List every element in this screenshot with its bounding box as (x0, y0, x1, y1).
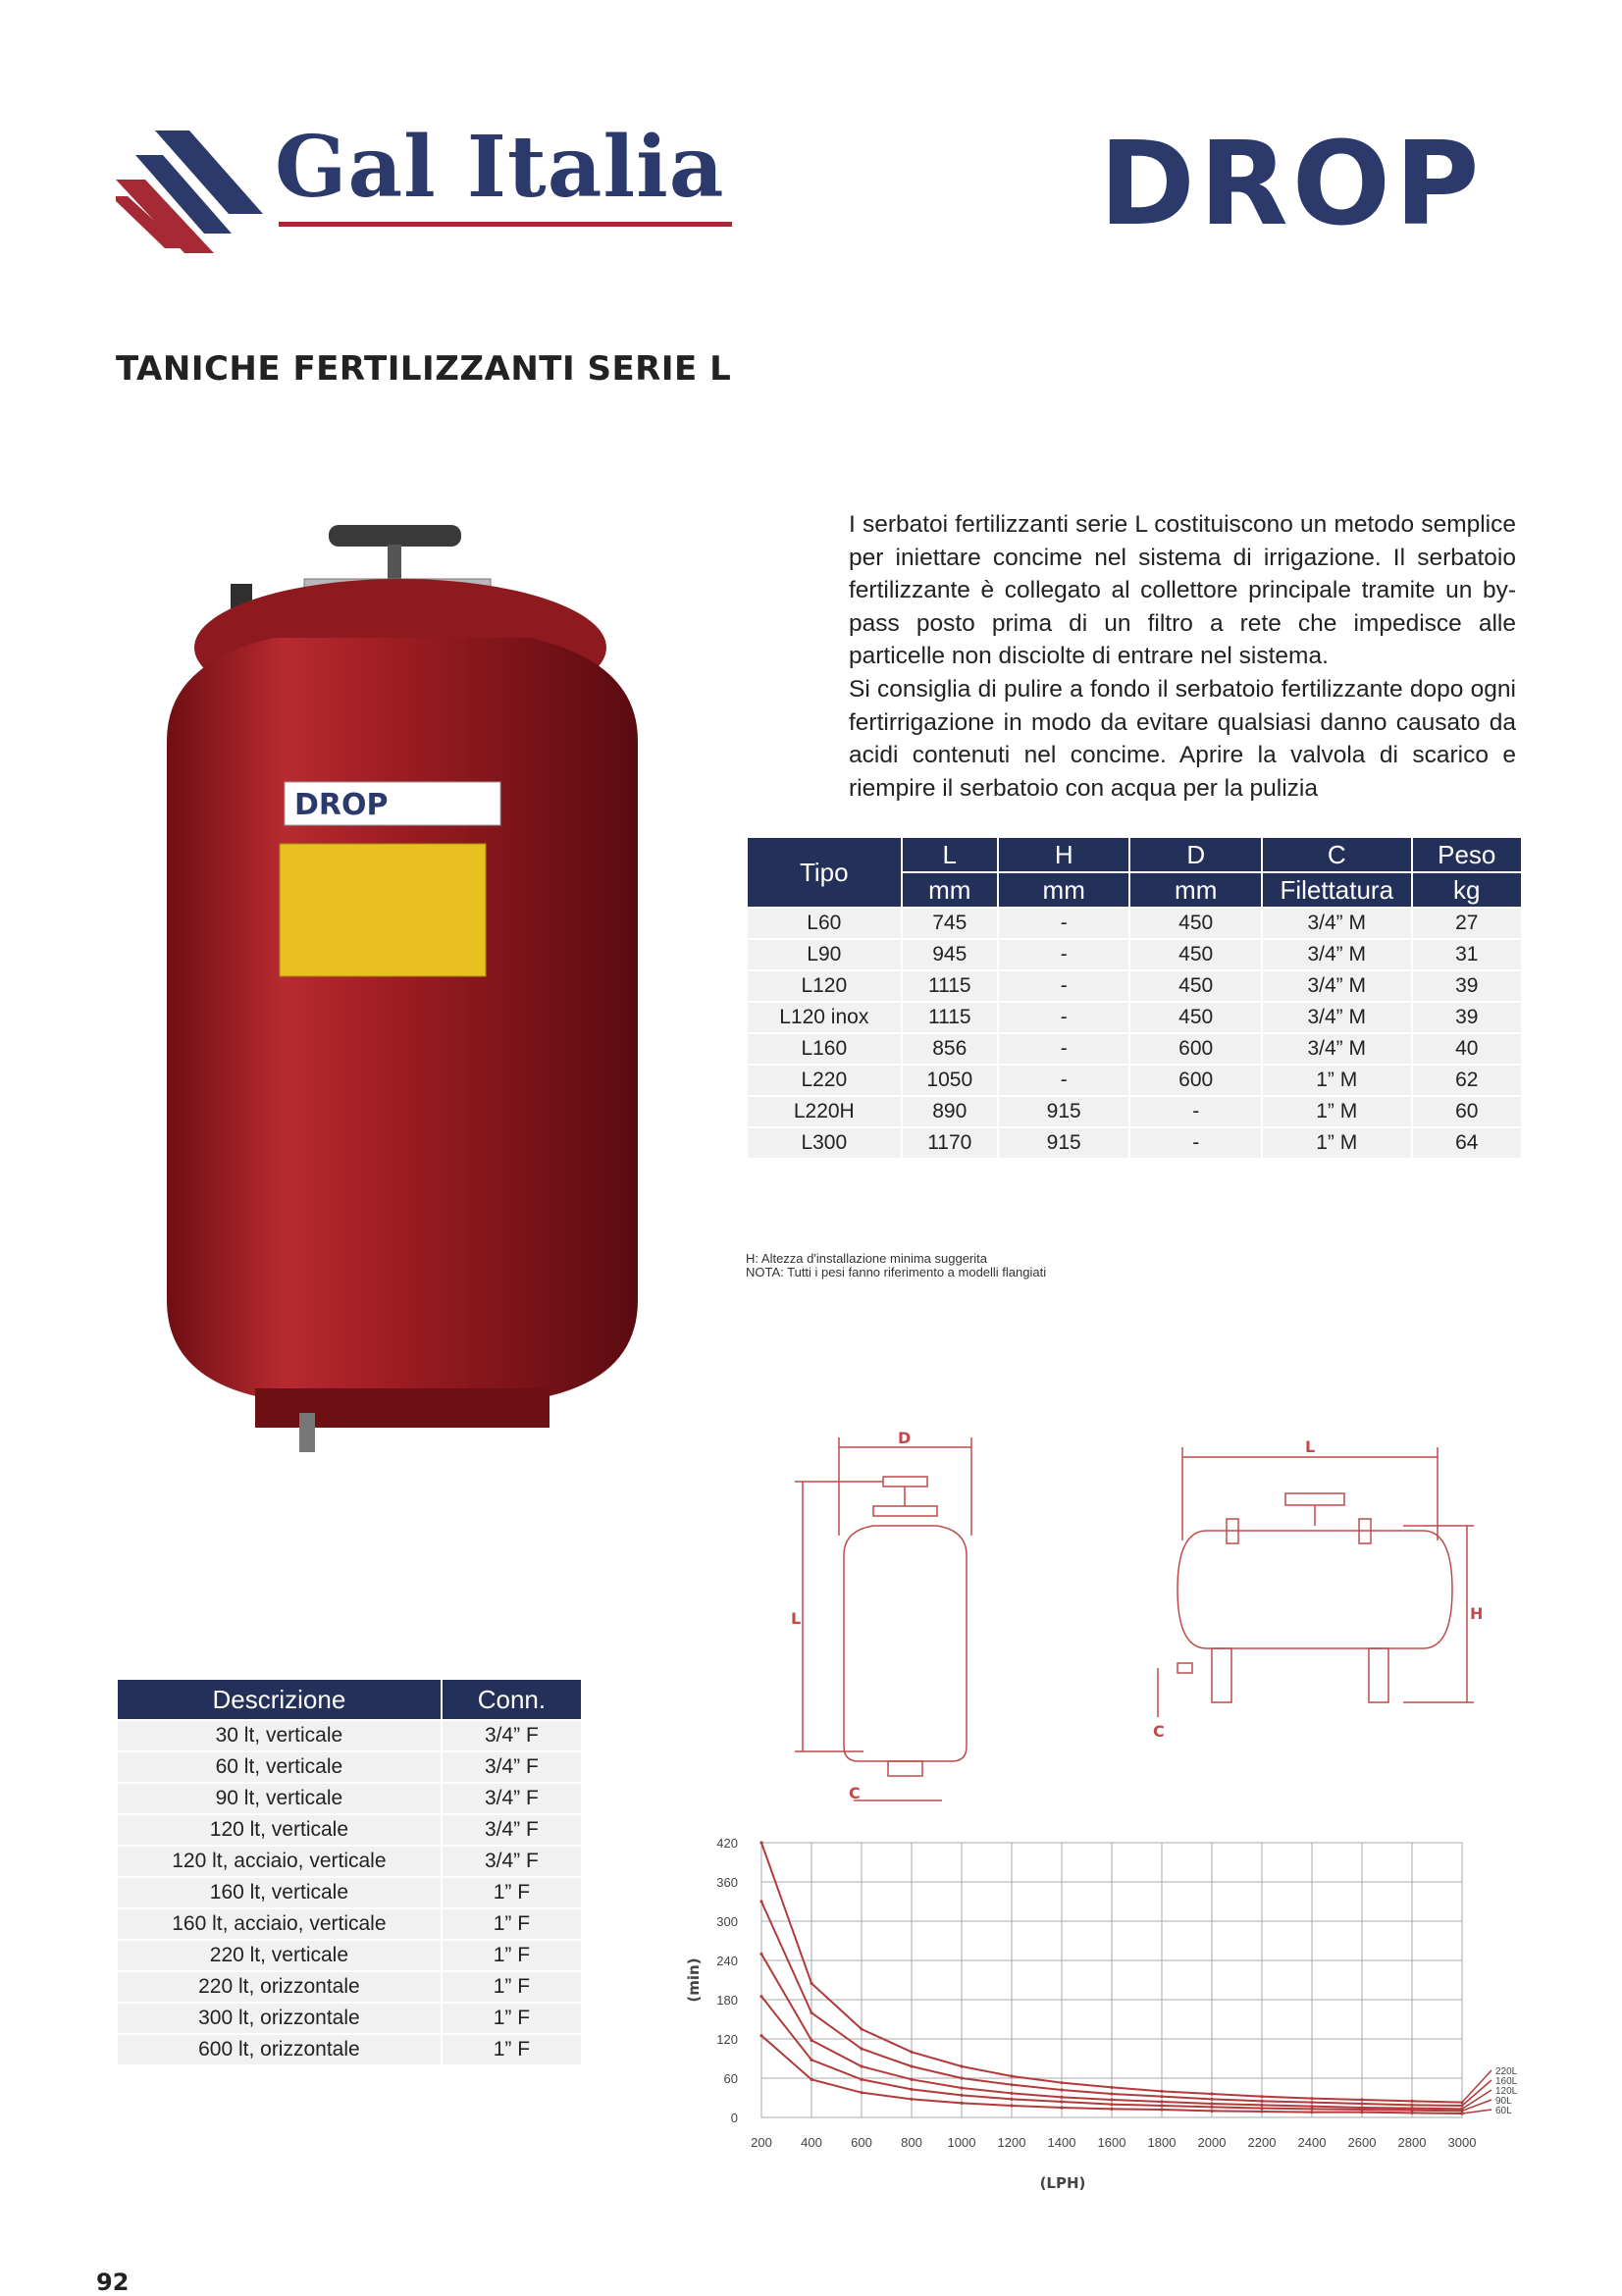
series-label-90l: 90L (1495, 2096, 1512, 2107)
series-point-160l (860, 2047, 863, 2050)
x-axis-label: (LPH) (1039, 2174, 1086, 2192)
y-tick-label: 420 (716, 1836, 738, 1851)
cell: 120 lt, verticale (118, 1815, 441, 1845)
fertilizer-tank-image (147, 515, 667, 1452)
table-row (748, 1097, 1521, 1126)
series-point-220l (1310, 2097, 1313, 2100)
cell: 220 lt, verticale (118, 1941, 441, 1970)
series-point-90l (1210, 2106, 1213, 2109)
series-point-120l (1160, 2100, 1163, 2103)
cell: 600 (1130, 1066, 1261, 1095)
col-header-conn: Conn. (443, 1680, 581, 1719)
series-label-60l: 60L (1495, 2106, 1512, 2116)
series-point-120l (810, 2039, 812, 2042)
table-row (748, 1128, 1521, 1158)
cell: 160 lt, verticale (118, 1878, 441, 1907)
x-tick-label: 200 (751, 2135, 772, 2150)
table-row (118, 1752, 581, 1782)
section-title: TANICHE FERTILIZZANTI SERIE L (116, 349, 732, 389)
series-point-120l (1260, 2104, 1263, 2107)
drop-logo: DROP (1099, 116, 1484, 251)
cell: 1” M (1263, 1097, 1411, 1126)
table-row (748, 940, 1521, 969)
unit-c: Filettatura (1263, 873, 1411, 907)
series-point-220l (960, 2064, 963, 2067)
cell: 30 lt, verticale (118, 1721, 441, 1750)
col-header-descrizione: Descrizione (118, 1680, 441, 1719)
series-point-220l (1360, 2098, 1363, 2101)
x-tick-label: 600 (851, 2135, 872, 2150)
series-point-60l (759, 2034, 762, 2037)
cell: 1” F (443, 1941, 581, 1970)
y-axis-label: (min) (685, 1957, 703, 2003)
series-point-160l (1160, 2095, 1163, 2098)
cell: 1170 (903, 1128, 997, 1158)
table-row (748, 1066, 1521, 1095)
x-tick-label: 1200 (997, 2135, 1026, 2150)
note-peso: NOTA: Tutti i pesi fanno riferimento a modelli flangiati (746, 1265, 1047, 1279)
table-row (748, 1034, 1521, 1064)
table-row (748, 1003, 1521, 1032)
series-point-160l (759, 1900, 762, 1903)
series-point-120l (960, 2086, 963, 2089)
series-point-120l (1010, 2092, 1013, 2095)
series-point-120l (1060, 2096, 1063, 2099)
series-point-60l (1160, 2108, 1163, 2111)
cell: L160 (748, 1034, 901, 1064)
series-point-60l (1260, 2110, 1263, 2113)
cell: 890 (903, 1097, 997, 1126)
vertical-tank-drawing (785, 1428, 1020, 1805)
series-point-90l (1310, 2108, 1313, 2111)
x-tick-label: 800 (901, 2135, 922, 2150)
series-point-90l (810, 2059, 812, 2061)
cell: 856 (903, 1034, 997, 1064)
series-point-90l (1160, 2104, 1163, 2107)
series-point-60l (860, 2091, 863, 2094)
unit-h: mm (999, 873, 1129, 907)
tank-label-drop: DROP (294, 788, 389, 822)
unit-d: mm (1130, 873, 1261, 907)
series-point-160l (1010, 2083, 1013, 2086)
table-row (118, 2004, 581, 2033)
brand-underline (279, 222, 732, 227)
unit-peso: kg (1413, 873, 1521, 907)
cell: 450 (1130, 909, 1261, 938)
cell: L90 (748, 940, 901, 969)
series-leader-220l (1462, 2070, 1491, 2103)
table-row (118, 1815, 581, 1845)
cell: 39 (1413, 1003, 1521, 1032)
series-point-120l (1210, 2102, 1213, 2105)
x-tick-label: 1600 (1097, 2135, 1126, 2150)
dim-label-l: L (1305, 1437, 1316, 1456)
cell: 1” F (443, 1878, 581, 1907)
series-point-60l (1310, 2111, 1313, 2113)
cell: L120 inox (748, 1003, 901, 1032)
cell: 39 (1413, 971, 1521, 1001)
cell: 1” F (443, 1972, 581, 2002)
gal-italia-logo-mark (116, 126, 263, 253)
col-header-d: D (1130, 838, 1261, 871)
cell: - (999, 1003, 1129, 1032)
cell: 1050 (903, 1066, 997, 1095)
cell: 3/4” F (443, 1721, 581, 1750)
unit-l: mm (903, 873, 997, 907)
series-point-90l (759, 1995, 762, 1998)
cell: - (1130, 1097, 1261, 1126)
series-point-220l (1260, 2095, 1263, 2098)
cell: 64 (1413, 1128, 1521, 1158)
table-row (118, 2035, 581, 2064)
series-point-60l (1410, 2112, 1413, 2114)
cell: - (999, 971, 1129, 1001)
dim-label-h: H (1470, 1604, 1484, 1623)
table-row (118, 1878, 581, 1907)
dim-label-d: D (898, 1429, 912, 1447)
x-tick-label: 1800 (1147, 2135, 1177, 2150)
series-point-220l (910, 2051, 913, 2054)
col-header-tipo: Tipo (748, 838, 901, 907)
cell: 31 (1413, 940, 1521, 969)
intro-paragraph-1: I serbatoi fertilizzanti serie L costituiscono un metodo semplice per iniettare concime nel sistema di irrigazione. Il serbatoio fertilizzante è collegato al collettore principale tramite un by-pass posto prima di un filtro a rete che impedisce alle particelle non disciolte di entrare nel sistema. (849, 511, 1516, 670)
cell: 1” M (1263, 1128, 1411, 1158)
cell: - (999, 909, 1129, 938)
dim-label-c: C (849, 1784, 861, 1802)
dim-label-l: L (791, 1609, 802, 1628)
series-point-220l (1060, 2081, 1063, 2084)
x-tick-label: 2600 (1347, 2135, 1377, 2150)
series-point-160l (810, 2011, 812, 2014)
cell: 3/4” F (443, 1784, 581, 1813)
cell: - (999, 1066, 1129, 1095)
series-point-60l (910, 2098, 913, 2101)
series-point-160l (1260, 2100, 1263, 2103)
series-point-120l (860, 2064, 863, 2067)
cell: 40 (1413, 1034, 1521, 1064)
table-row (748, 909, 1521, 938)
x-tick-label: 2400 (1297, 2135, 1327, 2150)
note-h: H: Altezza d'installazione minima suggerita (746, 1251, 987, 1266)
cell: 1” F (443, 2035, 581, 2064)
cell: - (1130, 1128, 1261, 1158)
table-row (118, 1721, 581, 1750)
series-point-90l (1260, 2107, 1263, 2110)
series-point-160l (960, 2076, 963, 2079)
cell: 3/4” M (1263, 909, 1411, 938)
cell: L220 (748, 1066, 901, 1095)
x-tick-label: 1000 (947, 2135, 976, 2150)
series-point-220l (860, 2027, 863, 2030)
cell: - (999, 940, 1129, 969)
cell: 1” F (443, 1909, 581, 1939)
x-tick-label: 1400 (1047, 2135, 1076, 2150)
series-point-60l (960, 2102, 963, 2105)
cell: 3/4” M (1263, 1003, 1411, 1032)
series-point-160l (1410, 2104, 1413, 2107)
cell: 60 lt, verticale (118, 1752, 441, 1782)
cell: 120 lt, acciaio, verticale (118, 1847, 441, 1876)
cell: 600 lt, orizzontale (118, 2035, 441, 2064)
col-header-peso: Peso (1413, 838, 1521, 871)
cell: 3/4” M (1263, 940, 1411, 969)
series-point-60l (1360, 2111, 1363, 2113)
y-tick-label: 180 (716, 1993, 738, 2008)
series-point-60l (810, 2078, 812, 2081)
cell: 945 (903, 940, 997, 969)
series-point-160l (1360, 2102, 1363, 2105)
cell: 220 lt, orizzontale (118, 1972, 441, 2002)
connection-table (116, 1678, 583, 2066)
cell: 3/4” M (1263, 1034, 1411, 1064)
series-label-160l: 160L (1495, 2076, 1518, 2087)
table-row (118, 1847, 581, 1876)
series-label-220l: 220L (1495, 2066, 1518, 2077)
series-point-90l (860, 2078, 863, 2081)
y-tick-label: 300 (716, 1914, 738, 1929)
series-point-220l (1210, 2092, 1213, 2095)
series-point-60l (1210, 2110, 1213, 2113)
y-tick-label: 0 (730, 2111, 738, 2125)
series-point-90l (1060, 2100, 1063, 2103)
cell: 450 (1130, 971, 1261, 1001)
cell: 1” F (443, 2004, 581, 2033)
series-point-120l (910, 2078, 913, 2081)
series-point-90l (1010, 2098, 1013, 2101)
series-point-220l (810, 1982, 812, 1985)
series-point-60l (1060, 2106, 1063, 2109)
cell: 3/4” F (443, 1847, 581, 1876)
brand-name: Gal Italia (275, 118, 725, 217)
cell: L120 (748, 971, 901, 1001)
series-point-220l (1110, 2086, 1113, 2089)
col-header-h: H (999, 838, 1129, 871)
series-point-120l (1110, 2098, 1113, 2101)
cell: 1115 (903, 971, 997, 1001)
y-tick-label: 120 (716, 2032, 738, 2047)
series-point-160l (1310, 2101, 1313, 2104)
cell: 450 (1130, 940, 1261, 969)
series-point-220l (1410, 2100, 1413, 2103)
cell: 160 lt, acciaio, verticale (118, 1909, 441, 1939)
cell: 915 (999, 1097, 1129, 1126)
cell: 3/4” M (1263, 971, 1411, 1001)
col-header-c: C (1263, 838, 1411, 871)
cell: L300 (748, 1128, 901, 1158)
cell: 600 (1130, 1034, 1261, 1064)
series-point-90l (1110, 2103, 1113, 2106)
cell: L220H (748, 1097, 901, 1126)
x-tick-label: 2000 (1197, 2135, 1227, 2150)
y-tick-label: 360 (716, 1875, 738, 1890)
table-row (118, 1784, 581, 1813)
x-tick-label: 2800 (1397, 2135, 1427, 2150)
x-tick-label: 2200 (1247, 2135, 1277, 2150)
cell: L60 (748, 909, 901, 938)
cell: - (999, 1034, 1129, 1064)
series-label-120l: 120L (1495, 2086, 1518, 2097)
col-header-l: L (903, 838, 997, 871)
series-point-220l (1160, 2090, 1163, 2093)
series-point-160l (1210, 2098, 1213, 2101)
cell: 60 (1413, 1097, 1521, 1126)
cell: 3/4” F (443, 1752, 581, 1782)
series-leader-60l (1462, 2110, 1491, 2113)
series-point-160l (1060, 2088, 1063, 2091)
cell: 1115 (903, 1003, 997, 1032)
table-row (748, 971, 1521, 1001)
horizontal-tank-drawing (1128, 1433, 1541, 1776)
cell: 27 (1413, 909, 1521, 938)
cell: 450 (1130, 1003, 1261, 1032)
cell: 1” M (1263, 1066, 1411, 1095)
series-point-160l (910, 2064, 913, 2067)
intro-paragraph-2: Si consiglia di pulire a fondo il serbatoio fertilizzante dopo ogni fertirrigazione in modo da evitare qualsiasi danno causato da acidi contenuti nel concime. Aprire la valvola di scarico e riempire il serbatoio con acqua per la pulizia (849, 675, 1516, 802)
series-point-60l (1010, 2104, 1013, 2107)
x-tick-label: 3000 (1447, 2135, 1477, 2150)
y-tick-label: 60 (723, 2071, 738, 2086)
y-tick-label: 240 (716, 1954, 738, 1968)
series-point-160l (1110, 2092, 1113, 2095)
cell: 90 lt, verticale (118, 1784, 441, 1813)
spec-table (746, 836, 1523, 1160)
table-row (118, 1972, 581, 2002)
series-point-220l (759, 1841, 762, 1844)
intro-text (849, 508, 1516, 805)
dim-label-c: C (1153, 1722, 1165, 1741)
series-point-220l (1010, 2074, 1013, 2077)
flow-time-chart (677, 1825, 1560, 2218)
x-tick-label: 400 (801, 2135, 822, 2150)
table-notes (746, 1252, 1046, 1279)
series-point-90l (910, 2088, 913, 2091)
series-point-90l (960, 2094, 963, 2097)
page-number: 92 (96, 2269, 130, 2296)
cell: 62 (1413, 1066, 1521, 1095)
cell: 745 (903, 909, 997, 938)
cell: 3/4” F (443, 1815, 581, 1845)
cell: 300 lt, orizzontale (118, 2004, 441, 2033)
table-row (118, 1941, 581, 1970)
series-point-60l (1110, 2108, 1113, 2111)
table-row (118, 1909, 581, 1939)
series-point-120l (759, 1953, 762, 1956)
cell: 915 (999, 1128, 1129, 1158)
